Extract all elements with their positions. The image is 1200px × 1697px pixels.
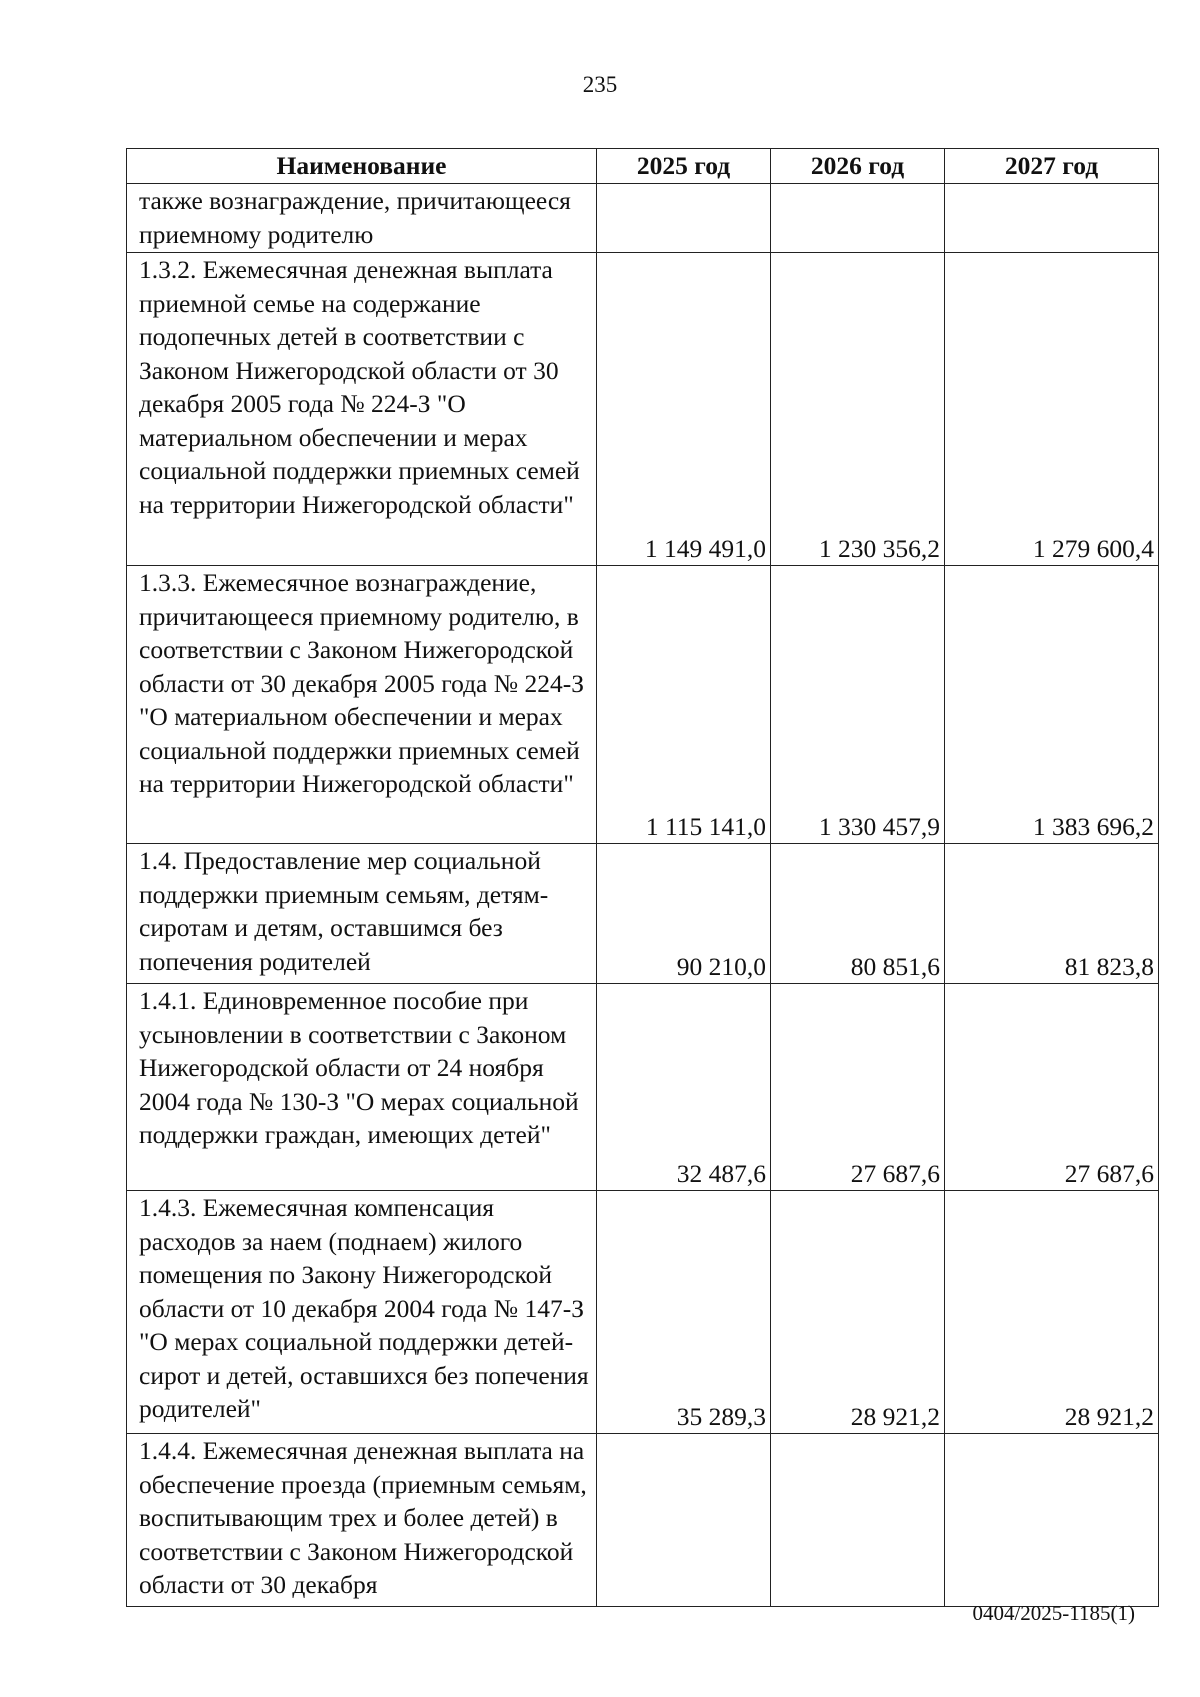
header-2027: 2027 год (945, 149, 1159, 184)
page-number: 235 (582, 72, 618, 97)
table-row (127, 253, 1159, 566)
row-value-2026: 1 230 356,2 (771, 253, 945, 566)
table-row (127, 1191, 1159, 1434)
row-value-2027: 1 279 600,4 (945, 253, 1159, 566)
row-value-2026: 1 330 457,9 (771, 566, 945, 844)
table-row (127, 566, 1159, 844)
header-2025: 2025 год (597, 149, 771, 184)
row-value-2026 (771, 1434, 945, 1607)
row-value-2027: 81 823,8 (945, 844, 1159, 984)
row-value-2025: 1 149 491,0 (597, 253, 771, 566)
header-2026: 2026 год (771, 149, 945, 184)
row-value-2027: 27 687,6 (945, 984, 1159, 1191)
row-value-2026: 28 921,2 (771, 1191, 945, 1434)
row-value-2025 (597, 1434, 771, 1607)
row-value-2025: 90 210,0 (597, 844, 771, 984)
row-name: 1.4.1. Единовременное пособие при усыновлении в соответствии с Законом Нижегородской области от 24 ноября 2004 года № 130-З "О мерах социальной поддержки граждан, имеющих детей" (127, 984, 597, 1191)
row-name: 1.4.3. Ежемесячная компенсация расходов за наем (поднаем) жилого помещения по Закону Нижегородской области от 10 декабря 2004 года № 147-З "О мерах социальной поддержки детей-сирот и детей, оставшихся без попечения родителей" (127, 1191, 597, 1434)
table-row (127, 984, 1159, 1191)
row-value-2025: 1 115 141,0 (597, 566, 771, 844)
header-name: Наименование (127, 149, 597, 184)
row-name: также вознаграждение, причитающееся приемному родителю (127, 184, 597, 253)
row-value-2027: 1 383 696,2 (945, 566, 1159, 844)
row-name: 1.4.4. Ежемесячная денежная выплата на обеспечение проезда (приемным семьям, воспитывающим трех и более детей) в соответствии с Законом Нижегородской области от 30 декабря (127, 1434, 597, 1607)
row-value-2026: 27 687,6 (771, 984, 945, 1191)
row-name: 1.4. Предоставление мер социальной поддержки приемным семьям, детям-сиротам и детям, оставшимся без попечения родителей (127, 844, 597, 984)
row-value-2027 (945, 184, 1159, 253)
budget-table (126, 148, 1159, 1607)
document-code: 0404/2025-1185(1) (972, 1601, 1135, 1625)
row-value-2026 (771, 184, 945, 253)
row-value-2025 (597, 184, 771, 253)
row-value-2025: 35 289,3 (597, 1191, 771, 1434)
row-name: 1.3.2. Ежемесячная денежная выплата приемной семье на содержание подопечных детей в соответствии с Законом Нижегородской области от 30 декабря 2005 года № 224-З "О материальном обеспечении и мерах социальной поддержки приемных семей на территории Нижегородской области" (127, 253, 597, 566)
row-value-2025: 32 487,6 (597, 984, 771, 1191)
table-row (127, 184, 1159, 253)
table-header-row (127, 149, 1159, 184)
table-row (127, 844, 1159, 984)
row-value-2027: 28 921,2 (945, 1191, 1159, 1434)
row-value-2027 (945, 1434, 1159, 1607)
table-row (127, 1434, 1159, 1607)
row-value-2026: 80 851,6 (771, 844, 945, 984)
row-name: 1.3.3. Ежемесячное вознаграждение, причитающееся приемному родителю, в соответствии с Законом Нижегородской области от 30 декабря 2005 года № 224-З "О материальном обеспечении и мерах социальной поддержки приемных семей на территории Нижегородской области" (127, 566, 597, 844)
